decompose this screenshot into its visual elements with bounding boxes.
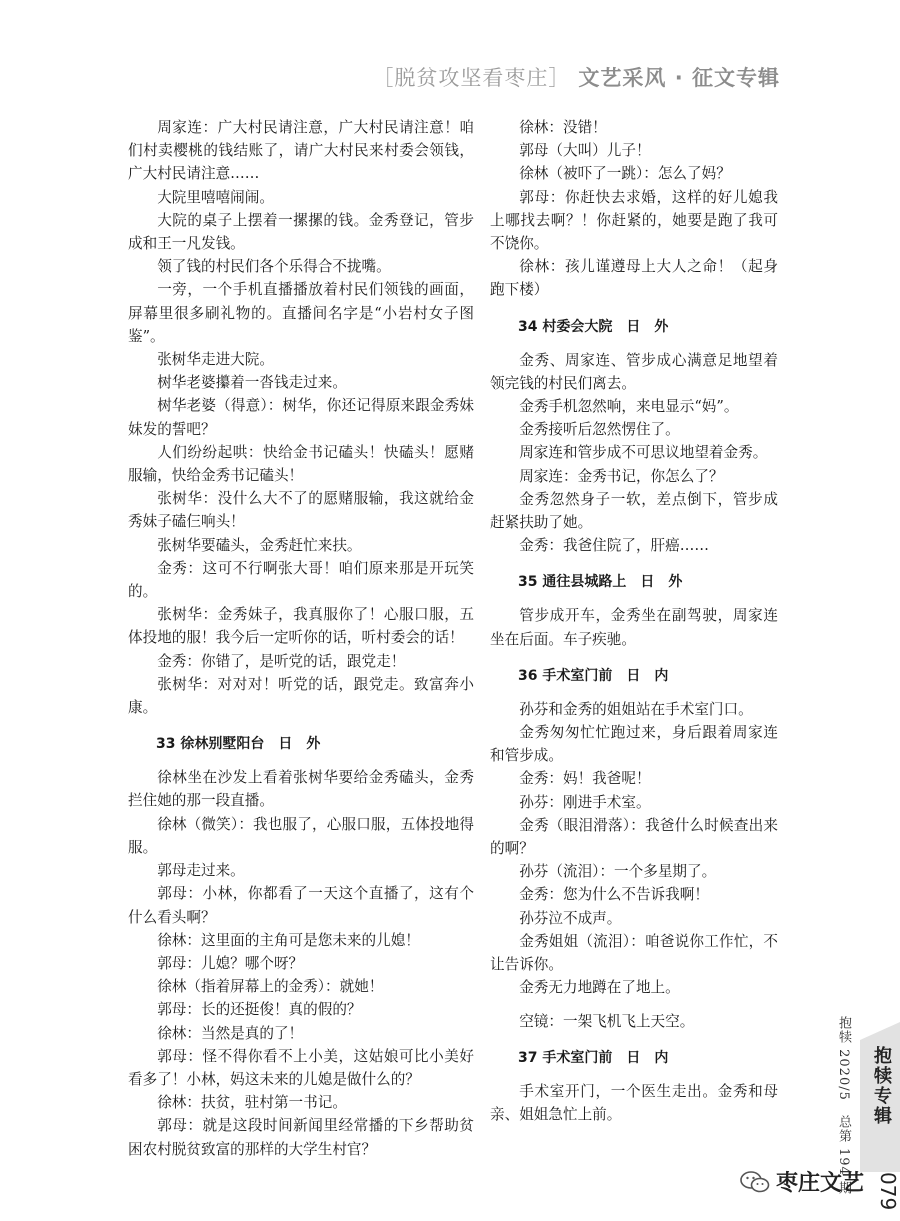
script-paragraph: 徐林（微笑）：我也服了，心服口服，五体投地得服。 bbox=[128, 815, 474, 856]
script-paragraph: 金秀、周家连、管步成心满意足地望着领完钱的村民们离去。 bbox=[490, 351, 778, 392]
script-paragraph: 郭母走过来。 bbox=[157, 862, 245, 880]
script-paragraph: 金秀接听后忽然愣住了。 bbox=[519, 421, 680, 439]
script-paragraph: 大院里嘻嘻闹闹。 bbox=[157, 188, 274, 206]
script-paragraph: 郭母（大叫）儿子！ bbox=[519, 142, 651, 160]
spacer bbox=[490, 302, 778, 316]
script-paragraph: 郭母：长的还挺俊！真的假的？ bbox=[157, 1001, 362, 1019]
script-paragraph: 树华老婆（得意）：树华，你还记得原来跟金秀妹妹发的誓吧？ bbox=[128, 397, 474, 438]
script-paragraph: 金秀：我爸住院了，肝癌…… bbox=[519, 537, 709, 555]
script-paragraph: 张树华走进大院。 bbox=[157, 351, 274, 369]
wechat-icon bbox=[740, 1170, 770, 1194]
script-paragraph: 金秀无力地蹲在了地上。 bbox=[519, 979, 680, 997]
spacer bbox=[490, 1000, 778, 1010]
script-paragraph: 徐林：当然是真的了！ bbox=[157, 1024, 304, 1042]
script-paragraph: 金秀：妈！我爸呢！ bbox=[519, 770, 651, 788]
script-paragraph: 金秀：这可不行啊张大哥！咱们原来那是开玩笑的。 bbox=[128, 559, 474, 601]
spacer bbox=[128, 719, 474, 733]
script-paragraph: 树华老婆攥着一沓钱走过来。 bbox=[157, 374, 347, 392]
script-paragraph: 一旁，一个手机直播播放着村民们领钱的画面，屏幕里很多刷礼物的。直播间名字是“小岩村女子图鉴”。 bbox=[128, 281, 474, 345]
scene-heading: 37 手术室门前 日 内 bbox=[518, 1049, 669, 1066]
spacer bbox=[490, 1033, 778, 1047]
script-paragraph: 金秀：你错了，是听党的话，跟党走！ bbox=[157, 652, 406, 670]
spacer bbox=[490, 688, 778, 698]
spacer bbox=[490, 594, 778, 604]
script-paragraph: 领了钱的村民们各个乐得合不拢嘴。 bbox=[157, 258, 391, 276]
script-paragraph: 徐林坐在沙发上看着张树华要给金秀磕头，金秀拦住她的那一段直播。 bbox=[128, 769, 474, 810]
script-paragraph: 金秀忽然身子一软，差点倒下，管步成赶紧扶助了她。 bbox=[490, 490, 778, 532]
script-paragraph: 张树华：没什么大不了的愿赌服输，我这就给金秀妹子磕仨响头！ bbox=[128, 490, 474, 531]
script-paragraph: 周家连和管步成不可思议地望着金秀。 bbox=[519, 444, 768, 462]
spacer bbox=[490, 1070, 778, 1080]
scene-heading: 36 手术室门前 日 内 bbox=[518, 667, 669, 684]
script-paragraph: 徐林：这里面的主角可是您未来的儿媳！ bbox=[157, 931, 420, 949]
script-paragraph: 郭母：你赶快去求婚，这样的好儿媳我上哪找去啊？！你赶紧的，她要是跑了我可不饶你。 bbox=[490, 188, 778, 253]
script-paragraph: 张树华：金秀妹子，我真服你了！心服口服，五体投地的服！我今后一定听你的话，听村委会的话！ bbox=[128, 606, 474, 647]
spacer bbox=[128, 756, 474, 766]
page-number: 079 bbox=[876, 1172, 900, 1211]
script-paragraph: 徐林（指着屏幕上的金秀）：就她！ bbox=[157, 978, 384, 996]
right-text-column bbox=[490, 116, 778, 1126]
script-paragraph: 孙芬：刚进手术室。 bbox=[519, 793, 651, 811]
script-paragraph: 孙芬和金秀的姐姐站在手术室门口。 bbox=[519, 700, 753, 718]
script-paragraph: 金秀匆匆忙忙跑过来，身后跟着周家连和管步成。 bbox=[490, 724, 778, 765]
watermark-text: 枣庄文艺 bbox=[776, 1171, 865, 1196]
watermark bbox=[740, 1166, 864, 1197]
script-paragraph: 管步成开车，金秀坐在副驾驶，周家连坐在后面。车子疾驰。 bbox=[490, 607, 778, 648]
script-paragraph: 郭母：就是这段时间新闻里经常播的下乡帮助贫困农村脱贫致富的那样的大学生村官？ bbox=[128, 1117, 474, 1158]
script-paragraph: 空镜：一架飞机飞上天空。 bbox=[519, 1012, 695, 1030]
spacer bbox=[490, 651, 778, 665]
script-paragraph: 徐林：没错！ bbox=[519, 119, 607, 136]
page-header bbox=[372, 62, 780, 92]
script-paragraph: 郭母：儿媳？哪个呀？ bbox=[157, 954, 304, 972]
script-paragraph: 金秀姐姐（流泪）：咱爸说你工作忙，不让告诉你。 bbox=[490, 932, 778, 974]
script-paragraph: 孙芬泣不成声。 bbox=[519, 909, 622, 927]
script-paragraph: 周家连：金秀书记，你怎么了？ bbox=[519, 467, 724, 485]
scene-heading: 33 徐林别墅阳台 日 外 bbox=[156, 736, 321, 753]
script-paragraph: 金秀：您为什么不告诉我啊！ bbox=[519, 886, 709, 904]
scene-heading: 34 村委会大院 日 外 bbox=[518, 318, 669, 335]
script-paragraph: 孙芬（流泪）：一个多星期了。 bbox=[519, 863, 717, 881]
script-paragraph: 张树华要磕头，金秀赶忙来扶。 bbox=[157, 536, 362, 554]
script-paragraph: 周家连：广大村民请注意，广大村民请注意！咱们村卖樱桃的钱结账了，请广大村民来村委会领钱，广大村民请注意…… bbox=[128, 119, 474, 183]
script-paragraph: 徐林（被吓了一跳）：怎么了妈？ bbox=[519, 165, 731, 183]
script-paragraph: 郭母：小林，你都看了一天这个直播了，这有个什么看头啊？ bbox=[128, 885, 474, 926]
script-paragraph: 金秀（眼泪滑落）：我爸什么时候查出来的啊？ bbox=[490, 816, 778, 858]
script-paragraph: 人们纷纷起哄：快给金书记磕头！快磕头！愿赌服输，快给金秀书记磕头！ bbox=[128, 443, 474, 485]
issue-info: 抱犊 2020/5 总第 194 期 bbox=[836, 1016, 851, 1195]
spacer bbox=[490, 339, 778, 349]
script-paragraph: 张树华：对对对！听党的话，跟党走。致富奔小康。 bbox=[128, 675, 474, 717]
header-section-title: 文艺采风 · 征文专辑 bbox=[578, 66, 780, 90]
script-paragraph: 手术室开门，一个医生走出。金秀和母亲、姐姐急忙上前。 bbox=[490, 1082, 778, 1123]
script-paragraph: 郭母：怪不得你看不上小美，这姑娘可比小美好看多了！小林，妈这未来的儿媳是做什么的？ bbox=[128, 1047, 474, 1088]
section-tab-label: 抱犊专辑 bbox=[871, 1046, 892, 1126]
script-paragraph: 徐林：孩儿谨遵母上大人之命！（起身跑下楼） bbox=[490, 258, 778, 299]
script-paragraph: 徐林：扶贫，驻村第一书记。 bbox=[157, 1094, 347, 1112]
script-paragraph: 金秀手机忽然响，来电显示“妈”。 bbox=[519, 398, 739, 416]
script-paragraph: 大院的桌子上摆着一摞摞的钱。金秀登记，管步成和王一凡发钱。 bbox=[128, 211, 474, 253]
scene-heading: 35 通往县城路上 日 外 bbox=[518, 574, 683, 591]
left-text-column bbox=[128, 116, 474, 1161]
spacer bbox=[490, 557, 778, 571]
header-column-title: ［脱贫攻坚看枣庄］ bbox=[372, 66, 571, 90]
